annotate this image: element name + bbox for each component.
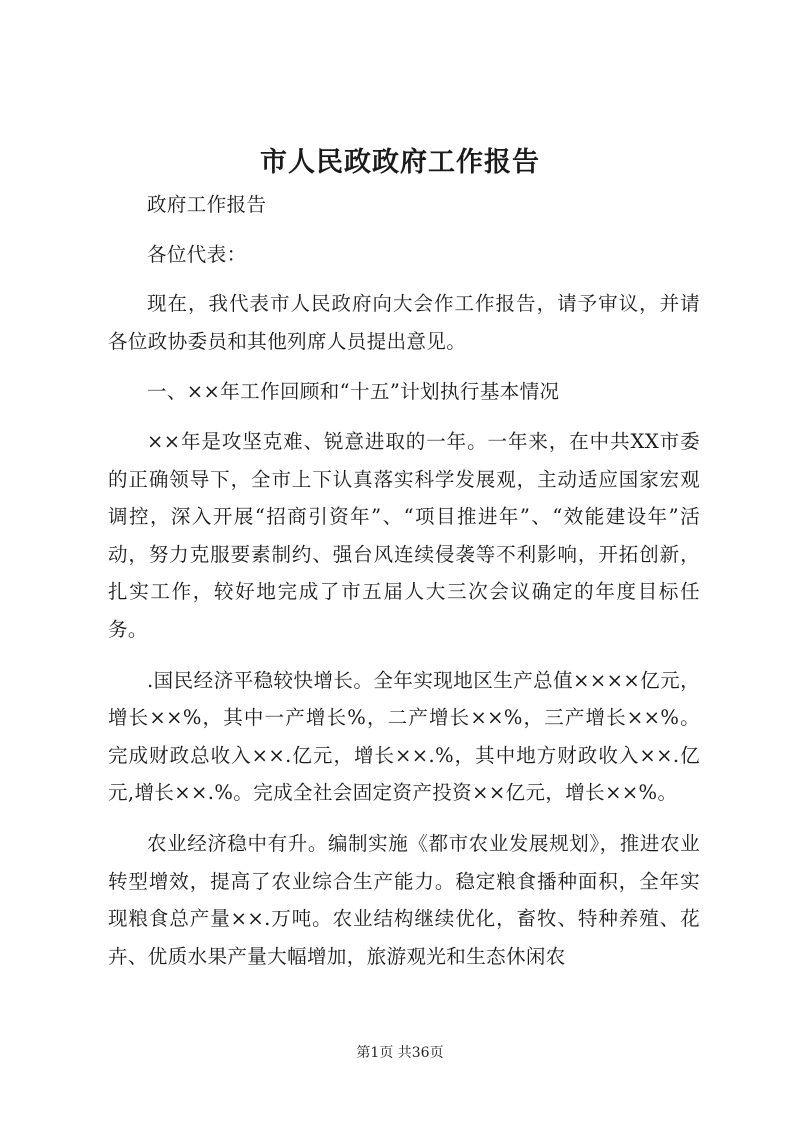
document-title: 市人民政政府工作报告: [260, 147, 540, 178]
page-footer: 第1页 共36页: [356, 1045, 444, 1061]
paragraph-opening: 现在，我代表市人民政府向大会作工作报告，请予审议，并请各位政协委员和其他列席人员提出意见。: [108, 292, 700, 353]
document-body: [108, 186, 700, 988]
section-heading: 一、××年工作回顾和“十五”计划执行基本情况: [147, 380, 560, 404]
paragraph-subtitle: 政府工作报告: [147, 193, 267, 216]
paragraph-economy: .国民经济平稳较快增长。全年实现地区生产总值××××亿元，增长××%，其中一产增长%，二产增长××%，三产增长××%。完成财政总收入××.亿元，增长××.%，其中地方财政收入××.亿元,增长××.%。完成全社会固定资产投资××亿元，增长××%。: [108, 668, 700, 805]
paragraph-overview: ××年是攻坚克难、锐意进取的一年。一年来，在中共XX市委的正确领导下，全市上下认真落实科学发展观，主动适应国家宏观调控，深入开展“招商引资年”、“项目推进年”、“效能建设年”活动，努力克服要素制约、强台风连续侵袭等不利影响，开拓创新，扎实工作，较好地完成了市五届人大三次会议确定的年度目标任务。: [108, 429, 700, 641]
paragraph-salutation: 各位代表：: [147, 242, 247, 266]
paragraph-agriculture: 农业经济稳中有升。编制实施《都市农业发展规划》，推进农业转型增效，提高了农业综合生产能力。稳定粮食播种面积，全年实现粮食总产量××.万吨。农业结构继续优化，畜牧、特种养殖、花卉、优质水果产量大幅增加，旅游观光和生态休闲农: [108, 831, 700, 968]
